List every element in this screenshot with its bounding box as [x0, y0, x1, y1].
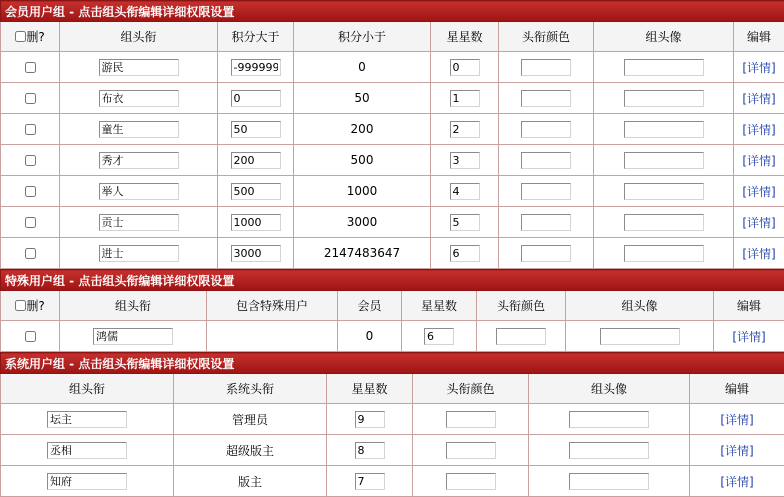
- col-header-edit: 编辑: [690, 374, 784, 404]
- table-row: [1, 321, 784, 352]
- detail-link[interactable]: [详情]: [742, 154, 775, 168]
- delete-cell: [1, 114, 60, 145]
- table-row: [1, 176, 784, 207]
- delete-checkbox[interactable]: [25, 124, 36, 135]
- group-avatar-input[interactable]: [624, 183, 704, 200]
- avatar-cell: [529, 466, 690, 497]
- group-title-input[interactable]: [47, 442, 127, 459]
- min-credits-input[interactable]: [231, 245, 281, 262]
- detail-link[interactable]: [详情]: [732, 330, 765, 344]
- system-title-cell: [174, 404, 327, 435]
- edit-cell: [690, 435, 784, 466]
- color-cell: [499, 83, 594, 114]
- title-cell: [1, 466, 174, 497]
- stars-input[interactable]: [450, 183, 480, 200]
- stars-input[interactable]: [450, 214, 480, 231]
- col-header-title: 组头衔: [60, 22, 218, 52]
- edit-cell: [734, 207, 784, 238]
- title-color-input[interactable]: [521, 183, 571, 200]
- color-cell: [413, 404, 529, 435]
- system-title-value: 超级版主: [226, 444, 274, 458]
- group-title-input[interactable]: [93, 328, 173, 345]
- avatar-cell: [594, 238, 734, 269]
- edit-cell: [734, 145, 784, 176]
- group-title-input[interactable]: [99, 183, 179, 200]
- title-color-input[interactable]: [521, 152, 571, 169]
- group-avatar-input[interactable]: [624, 90, 704, 107]
- stars-cell: [431, 83, 499, 114]
- edit-cell: [734, 83, 784, 114]
- title-color-input[interactable]: [521, 214, 571, 231]
- delete-cell: [1, 145, 60, 176]
- edit-cell: [734, 176, 784, 207]
- title-cell: [60, 207, 218, 238]
- delete-checkbox[interactable]: [25, 186, 36, 197]
- stars-cell: [431, 145, 499, 176]
- group-avatar-input[interactable]: [569, 442, 649, 459]
- avatar-cell: [594, 114, 734, 145]
- delete-cell: [1, 52, 60, 83]
- title-cell: [1, 435, 174, 466]
- members-cell: [338, 321, 402, 352]
- min-cell: [218, 52, 294, 83]
- member-groups-title: 会员用户组 - 点击组头衔编辑详细权限设置: [1, 1, 784, 22]
- select-all-checkbox[interactable]: [15, 300, 26, 311]
- avatar-cell: [594, 176, 734, 207]
- col-header-users: 包含特殊用户: [207, 291, 338, 321]
- min-cell: [218, 145, 294, 176]
- delete-cell: [1, 176, 60, 207]
- group-title-input[interactable]: [47, 411, 127, 428]
- max-cell: [294, 238, 431, 269]
- min-credits-input[interactable]: [231, 59, 281, 76]
- group-avatar-input[interactable]: [624, 152, 704, 169]
- color-cell: [477, 321, 566, 352]
- group-title-input[interactable]: [99, 121, 179, 138]
- delete-cell: [1, 207, 60, 238]
- stars-cell: [431, 207, 499, 238]
- group-title-input[interactable]: [99, 245, 179, 262]
- col-header-max: 积分小于: [294, 22, 431, 52]
- group-title-input[interactable]: [47, 473, 127, 490]
- title-color-input[interactable]: [521, 59, 571, 76]
- col-header-avatar: 组头像: [594, 22, 734, 52]
- edit-cell: [714, 321, 784, 352]
- color-cell: [499, 114, 594, 145]
- title-cell: [60, 145, 218, 176]
- group-avatar-input[interactable]: [600, 328, 680, 345]
- detail-link[interactable]: [详情]: [742, 247, 775, 261]
- stars-input[interactable]: [450, 152, 480, 169]
- col-header-edit: 编辑: [714, 291, 784, 321]
- table-row: [1, 207, 784, 238]
- col-header-stars: 星星数: [402, 291, 477, 321]
- delete-checkbox[interactable]: [25, 155, 36, 166]
- system-title-cell: [174, 466, 327, 497]
- max-credits-value: 500: [351, 153, 374, 167]
- table-row: [1, 83, 784, 114]
- delete-checkbox[interactable]: [25, 62, 36, 73]
- stars-input[interactable]: [450, 59, 480, 76]
- col-header-edit: 编辑: [734, 22, 784, 52]
- max-cell: [294, 114, 431, 145]
- table-row: [1, 52, 784, 83]
- max-credits-value: 3000: [347, 215, 378, 229]
- title-cell: [1, 404, 174, 435]
- system-groups-table: [0, 352, 784, 497]
- title-cell: [60, 321, 207, 352]
- group-avatar-input[interactable]: [624, 121, 704, 138]
- system-title-cell: [174, 435, 327, 466]
- max-cell: [294, 52, 431, 83]
- group-avatar-input[interactable]: [624, 214, 704, 231]
- stars-input[interactable]: [450, 121, 480, 138]
- max-cell: [294, 83, 431, 114]
- avatar-cell: [594, 145, 734, 176]
- delete-checkbox[interactable]: [25, 217, 36, 228]
- select-all-checkbox[interactable]: [15, 31, 26, 42]
- group-avatar-input[interactable]: [624, 245, 704, 262]
- edit-cell: [734, 114, 784, 145]
- col-header-stars: 星星数: [431, 22, 499, 52]
- edit-cell: [690, 404, 784, 435]
- delete-cell: [1, 321, 60, 352]
- max-credits-value: 50: [354, 91, 369, 105]
- col-header-system-title: 系统头衔: [174, 374, 327, 404]
- stars-input[interactable]: [355, 473, 385, 490]
- color-cell: [413, 435, 529, 466]
- delete-all-header: 删?: [1, 22, 60, 52]
- table-row: [1, 435, 784, 466]
- table-row: [1, 404, 784, 435]
- title-color-input[interactable]: [446, 411, 496, 428]
- title-cell: [60, 52, 218, 83]
- stars-input[interactable]: [355, 442, 385, 459]
- col-header-members: 会员: [338, 291, 402, 321]
- avatar-cell: [594, 52, 734, 83]
- table-row: [1, 145, 784, 176]
- detail-link[interactable]: [详情]: [742, 185, 775, 199]
- min-cell: [218, 114, 294, 145]
- avatar-cell: [529, 435, 690, 466]
- title-color-input[interactable]: [446, 473, 496, 490]
- group-title-input[interactable]: [99, 90, 179, 107]
- detail-link[interactable]: [详情]: [742, 216, 775, 230]
- title-color-input[interactable]: [521, 90, 571, 107]
- title-cell: [60, 238, 218, 269]
- color-cell: [499, 145, 594, 176]
- min-credits-input[interactable]: [231, 214, 281, 231]
- avatar-cell: [529, 404, 690, 435]
- min-cell: [218, 207, 294, 238]
- max-credits-value: 0: [358, 60, 366, 74]
- stars-input[interactable]: [450, 90, 480, 107]
- max-cell: [294, 176, 431, 207]
- special-groups-table: [0, 269, 784, 352]
- table-row: [1, 238, 784, 269]
- stars-cell: [431, 52, 499, 83]
- detail-link[interactable]: [详情]: [720, 475, 753, 489]
- title-cell: [60, 176, 218, 207]
- col-header-title: 组头衔: [1, 374, 174, 404]
- max-credits-value: 200: [351, 122, 374, 136]
- avatar-cell: [566, 321, 714, 352]
- stars-cell: [327, 404, 413, 435]
- col-header-title: 组头衔: [60, 291, 207, 321]
- min-credits-input[interactable]: [231, 121, 281, 138]
- stars-cell: [431, 238, 499, 269]
- group-avatar-input[interactable]: [569, 473, 649, 490]
- special-groups-title: 特殊用户组 - 点击组头衔编辑详细权限设置: [1, 270, 784, 291]
- group-title-input[interactable]: [99, 59, 179, 76]
- edit-cell: [734, 238, 784, 269]
- delete-cell: [1, 83, 60, 114]
- title-cell: [60, 83, 218, 114]
- max-credits-value: 1000: [347, 184, 378, 198]
- min-cell: [218, 176, 294, 207]
- color-cell: [499, 52, 594, 83]
- group-title-input[interactable]: [99, 214, 179, 231]
- col-header-stars: 星星数: [327, 374, 413, 404]
- col-header-avatar: 组头像: [529, 374, 690, 404]
- table-row: [1, 466, 784, 497]
- color-cell: [499, 176, 594, 207]
- avatar-cell: [594, 207, 734, 238]
- system-title-value: 版主: [238, 475, 262, 489]
- title-color-input[interactable]: [521, 245, 571, 262]
- color-cell: [413, 466, 529, 497]
- stars-cell: [402, 321, 477, 352]
- min-credits-input[interactable]: [231, 183, 281, 200]
- detail-link[interactable]: [详情]: [742, 92, 775, 106]
- detail-link[interactable]: [详情]: [720, 413, 753, 427]
- stars-input[interactable]: [424, 328, 454, 345]
- min-credits-input[interactable]: [231, 90, 281, 107]
- title-color-input[interactable]: [496, 328, 546, 345]
- delete-cell: [1, 238, 60, 269]
- color-cell: [499, 207, 594, 238]
- stars-cell: [431, 114, 499, 145]
- delete-checkbox[interactable]: [25, 93, 36, 104]
- avatar-cell: [594, 83, 734, 114]
- col-header-avatar: 组头像: [566, 291, 714, 321]
- title-color-input[interactable]: [521, 121, 571, 138]
- max-credits-value: 2147483647: [324, 246, 400, 260]
- edit-cell: [690, 466, 784, 497]
- max-cell: [294, 207, 431, 238]
- members-count: 0: [366, 329, 374, 343]
- min-cell: [218, 83, 294, 114]
- group-title-input[interactable]: [99, 152, 179, 169]
- col-header-color: 头衔颜色: [477, 291, 566, 321]
- delete-checkbox[interactable]: [25, 248, 36, 259]
- title-color-input[interactable]: [446, 442, 496, 459]
- stars-input[interactable]: [355, 411, 385, 428]
- stars-cell: [327, 466, 413, 497]
- table-row: [1, 114, 784, 145]
- color-cell: [499, 238, 594, 269]
- max-cell: [294, 145, 431, 176]
- delete-checkbox[interactable]: [25, 331, 36, 342]
- col-header-min: 积分大于: [218, 22, 294, 52]
- col-header-color: 头衔颜色: [413, 374, 529, 404]
- system-title-value: 管理员: [232, 413, 268, 427]
- detail-link[interactable]: [详情]: [720, 444, 753, 458]
- group-avatar-input[interactable]: [569, 411, 649, 428]
- title-cell: [60, 114, 218, 145]
- detail-link[interactable]: [详情]: [742, 123, 775, 137]
- delete-all-header: 删?: [1, 291, 60, 321]
- stars-input[interactable]: [450, 245, 480, 262]
- col-header-color: 头衔颜色: [499, 22, 594, 52]
- users-cell: [207, 321, 338, 352]
- min-cell: [218, 238, 294, 269]
- stars-cell: [431, 176, 499, 207]
- edit-cell: [734, 52, 784, 83]
- system-groups-title: 系统用户组 - 点击组头衔编辑详细权限设置: [1, 353, 784, 374]
- group-avatar-input[interactable]: [624, 59, 704, 76]
- detail-link[interactable]: [详情]: [742, 61, 775, 75]
- min-credits-input[interactable]: [231, 152, 281, 169]
- stars-cell: [327, 435, 413, 466]
